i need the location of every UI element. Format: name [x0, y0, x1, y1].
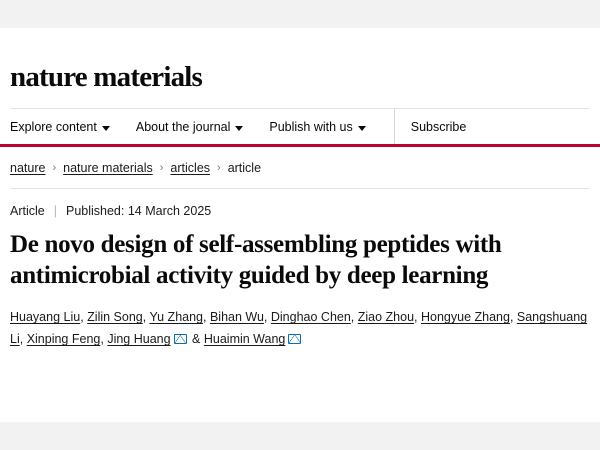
author-link[interactable]: Ziao Zhou: [357, 310, 415, 325]
breadcrumb-item-articles[interactable]: articles: [170, 161, 211, 176]
breadcrumb: [10, 147, 590, 189]
breadcrumb-item-nature[interactable]: nature: [10, 161, 46, 176]
meta-divider: |: [53, 204, 57, 219]
breadcrumb-item-article: article: [227, 161, 262, 176]
journal-title: nature materials: [10, 61, 203, 93]
journal-masthead: [10, 28, 590, 98]
nav-item-label: Publish with us: [269, 120, 353, 135]
page-title: De novo design of self-assembling peptides with antimicrobial activity guided by deep learning: [10, 231, 502, 289]
author-list: [10, 307, 590, 351]
breadcrumb-separator-icon: ›: [159, 162, 164, 175]
nav-item-label: Explore content: [10, 120, 97, 135]
article-type-label: Article: [10, 204, 45, 219]
article-page: [0, 28, 600, 422]
author-link[interactable]: Huaimin Wang: [203, 332, 286, 347]
nav-item-about-the-journal[interactable]: [136, 109, 244, 144]
author-separator: ,: [263, 310, 271, 325]
nav-item-label: About the journal: [135, 120, 231, 135]
author-separator: ,: [19, 332, 27, 347]
author-link[interactable]: Dinghao Chen: [270, 310, 351, 325]
author-entry: [107, 332, 204, 346]
author-link[interactable]: Zilin Song: [87, 310, 143, 325]
chevron-down-icon: [235, 126, 243, 131]
author-separator: &: [188, 332, 204, 347]
chevron-down-icon: [102, 126, 110, 131]
envelope-icon[interactable]: [288, 334, 301, 344]
author-entry: [149, 310, 209, 324]
author-entry: [421, 310, 517, 324]
author-entry: [210, 310, 271, 324]
author-entry: [358, 310, 421, 324]
author-link[interactable]: Yu Zhang: [149, 310, 203, 325]
author-entry: [27, 332, 108, 346]
breadcrumb-separator-icon: ›: [217, 162, 221, 175]
author-link[interactable]: Sangshuang Li: [10, 310, 588, 347]
author-separator: ,: [509, 310, 517, 325]
nav-item-subscribe[interactable]: [394, 109, 467, 144]
author-separator: ,: [142, 310, 150, 325]
envelope-icon[interactable]: [174, 334, 187, 344]
author-separator: ,: [203, 310, 210, 325]
chevron-down-icon: [358, 126, 366, 131]
breadcrumb-separator-icon: ›: [52, 162, 57, 175]
author-entry: [10, 310, 87, 324]
author-link[interactable]: Bihan Wu: [209, 310, 264, 325]
main-navigation: [10, 108, 590, 144]
author-link[interactable]: Huayang Liu: [10, 310, 81, 325]
nav-item-label: Subscribe: [410, 120, 467, 135]
article-published-date: Published: 14 March 2025: [65, 204, 212, 219]
author-separator: ,: [100, 332, 108, 347]
nav-item-explore-content[interactable]: [10, 109, 110, 144]
author-link[interactable]: Hongyue Zhang: [420, 310, 510, 325]
author-separator: ,: [80, 310, 88, 325]
author-separator: ,: [414, 310, 421, 325]
author-separator: ,: [350, 310, 358, 325]
author-link[interactable]: Xinping Feng: [26, 332, 101, 347]
nav-item-publish-with-us[interactable]: [269, 109, 365, 144]
article-meta: [10, 189, 590, 218]
breadcrumb-item-nature-materials[interactable]: nature materials: [63, 161, 153, 176]
author-link[interactable]: Jing Huang: [107, 332, 171, 347]
author-entry: [87, 310, 149, 324]
author-entry: [271, 310, 358, 324]
author-entry: [204, 332, 304, 346]
